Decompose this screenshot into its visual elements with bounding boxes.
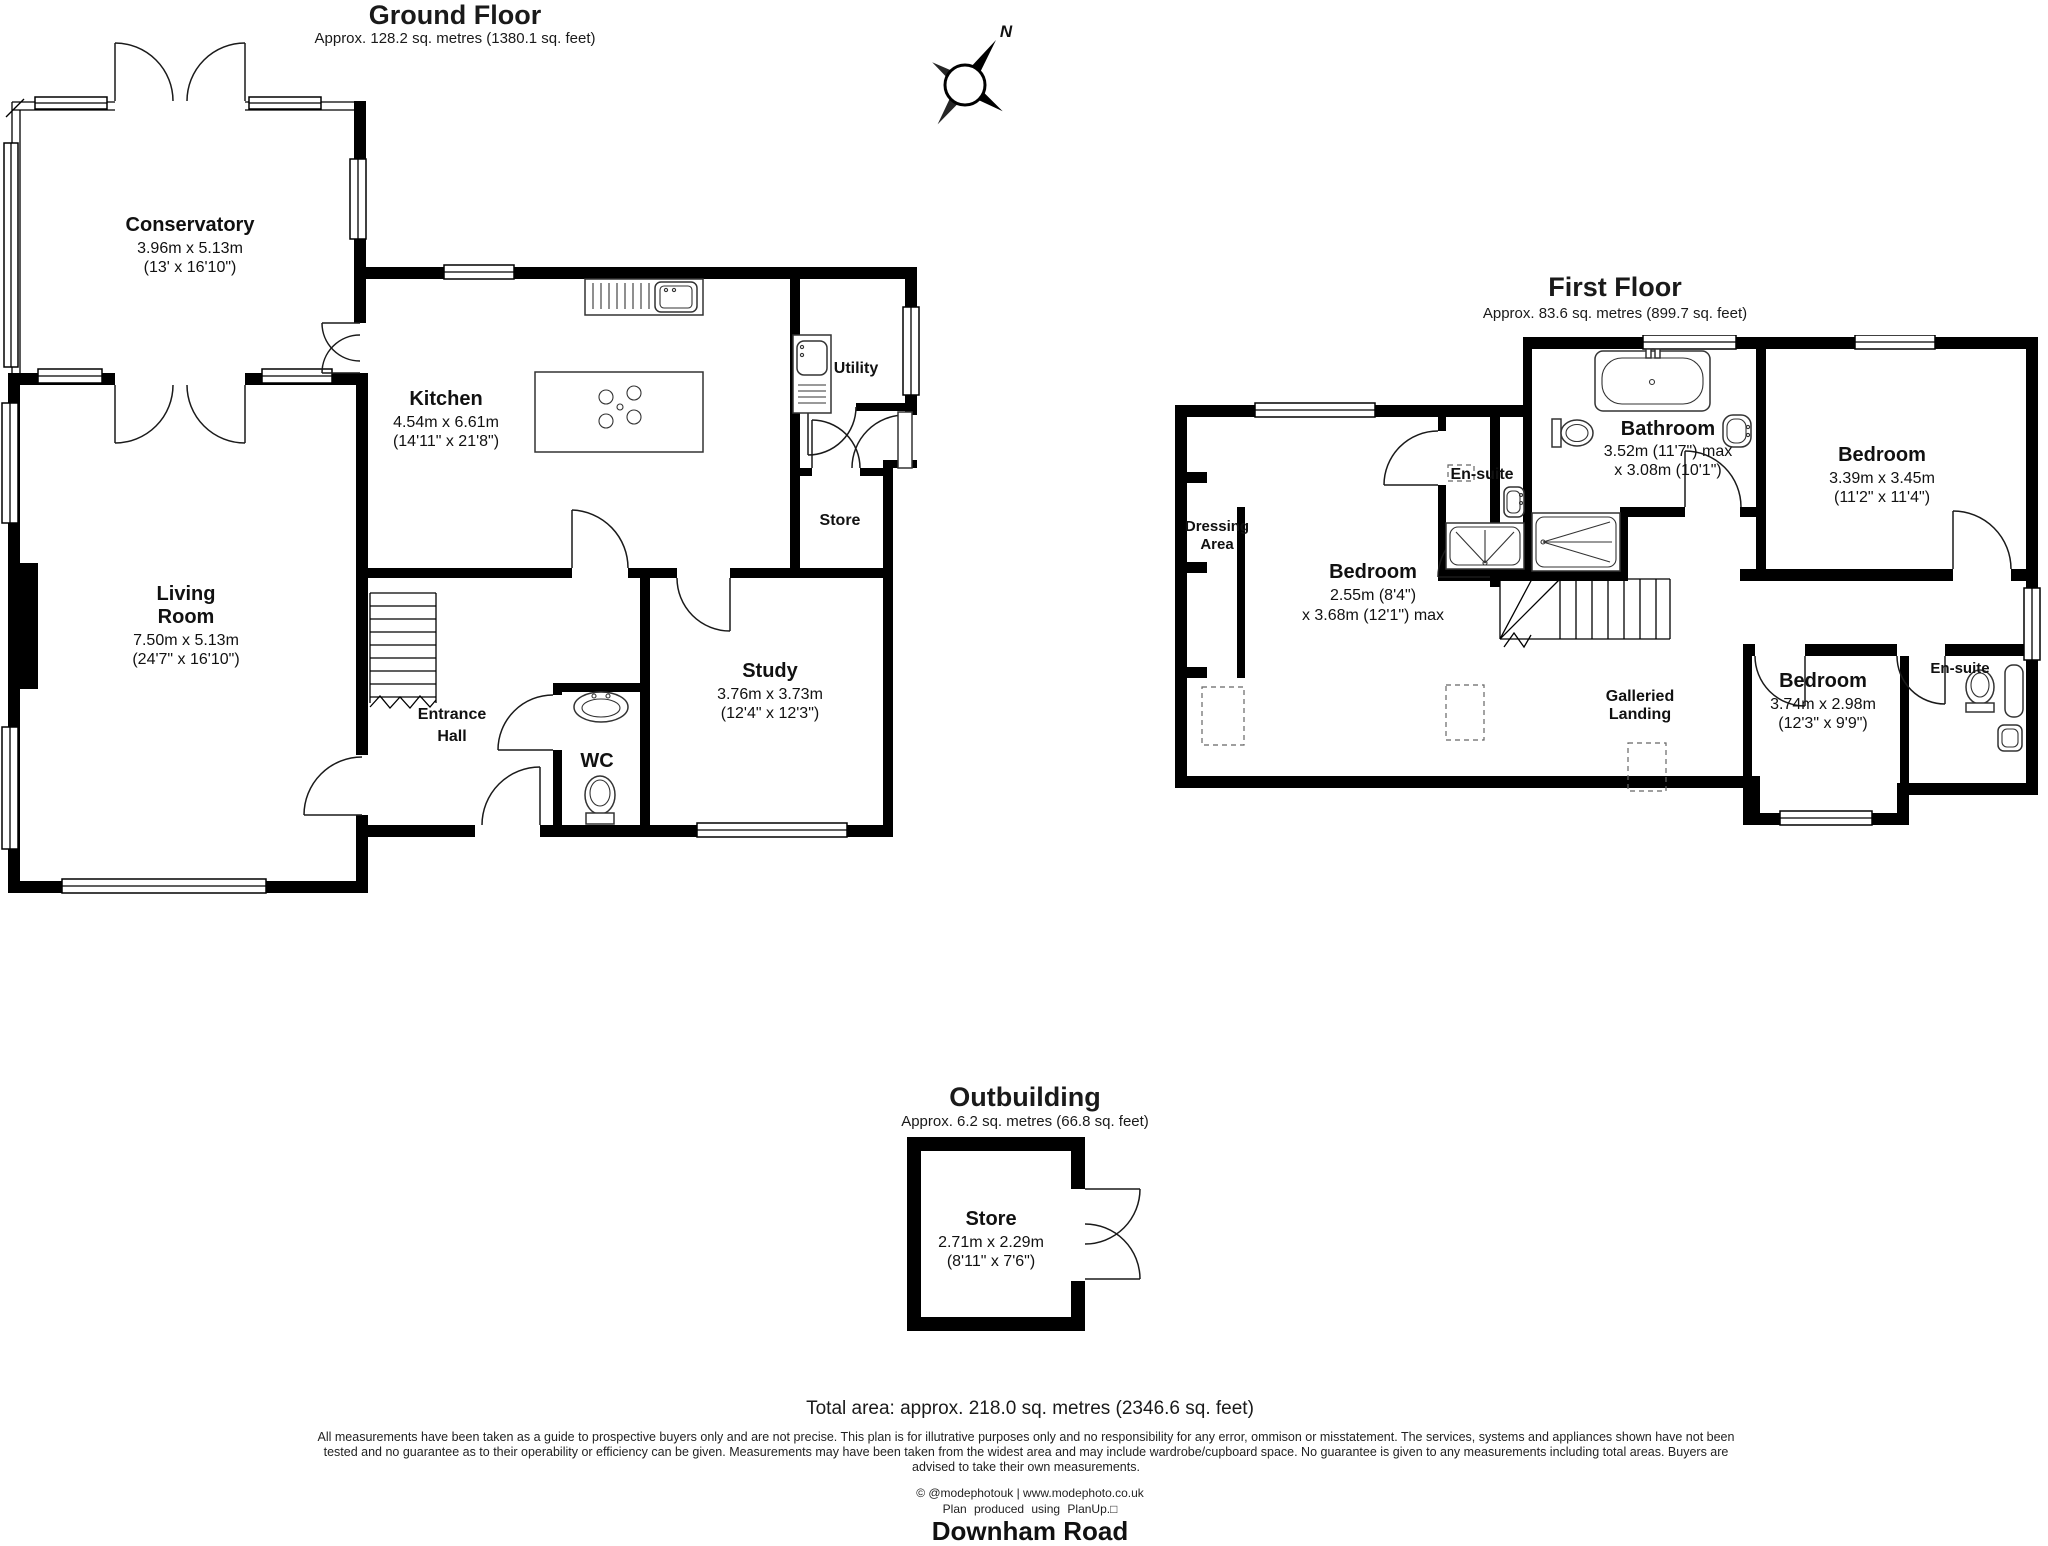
disclaimer-line1: All measurements have been taken as a guide to prospective buyers only and are not precise. This plan is for illutrative purposes only and no responsibility for any error, ommison or misstatement. The services, systems and appliances shown have not been xyxy=(317,1430,1735,1444)
room-label-entrance-hall-line1: Entrance xyxy=(417,706,487,723)
staircase xyxy=(1500,579,1670,647)
room-dim-kitchen-imperial: (14'11" x 21'8") xyxy=(392,433,500,450)
room-dim-conservatory-metric: 3.96m x 5.13m xyxy=(137,240,243,257)
kitchen-counter xyxy=(585,279,703,315)
first-floor-subtitle: Approx. 83.6 sq. metres (899.7 sq. feet) xyxy=(1482,305,1748,322)
outbuilding-subtitle: Approx. 6.2 sq. metres (66.8 sq. feet) xyxy=(901,1113,1149,1130)
kitchen-island xyxy=(535,372,703,452)
window-icon xyxy=(2,403,18,523)
total-area-text: Total area: approx. 218.0 sq. metres (2346.6 sq. feet) xyxy=(806,1398,1254,1419)
room-dim-bedroom-left-line2: x 3.68m (12'1") max xyxy=(1301,607,1445,624)
room-label-landing-line2: Landing xyxy=(1608,706,1672,723)
room-dim-kitchen-metric: 4.54m x 6.61m xyxy=(393,414,499,431)
room-label-bedroom-top-right: Bedroom xyxy=(1838,444,1926,466)
toilet-icon xyxy=(1552,419,1593,447)
compass-rose-icon xyxy=(905,15,1045,150)
window-icon xyxy=(4,143,18,367)
wc-sink-icon xyxy=(574,692,628,722)
ground-floor-plan xyxy=(0,41,920,905)
outbuilding-title: Outbuilding xyxy=(949,1082,1101,1112)
disclaimer-line3: advised to take their own measurements. xyxy=(912,1460,1140,1474)
window-icon xyxy=(697,823,847,837)
first-floor-plan xyxy=(1160,335,2048,865)
staircase xyxy=(370,593,436,708)
door-swing-icon xyxy=(677,578,730,631)
french-door-icon xyxy=(115,43,245,101)
double-door-icon xyxy=(1085,1189,1140,1279)
shower-icon xyxy=(1532,513,1620,571)
bathtub-icon xyxy=(1595,349,1710,411)
room-label-store-outbuilding: Store xyxy=(965,1208,1017,1230)
room-dim-store-imperial: (8'11" x 7'6") xyxy=(946,1253,1036,1270)
room-label-conservatory: Conservatory xyxy=(125,214,255,236)
window-icon xyxy=(249,97,321,109)
room-label-dressing-line1: Dressing xyxy=(1184,518,1250,535)
window-icon xyxy=(2,727,18,849)
room-label-store-gf: Store xyxy=(819,512,861,529)
toilet-icon xyxy=(585,776,615,824)
compass-star xyxy=(932,40,1003,124)
sink-icon xyxy=(1998,725,2022,751)
room-dim-study-metric: 3.76m x 3.73m xyxy=(717,686,823,703)
door-swing-icon xyxy=(572,510,628,568)
room-dim-bedroom-bottom-right-imperial: (12'3" x 9'9") xyxy=(1778,715,1868,732)
door-swing-icon xyxy=(1384,431,1438,485)
room-label-entrance-hall-line2: Hall xyxy=(437,728,467,745)
first-floor-title: First Floor xyxy=(1548,272,1682,302)
room-label-landing-line1: Galleried xyxy=(1605,688,1675,705)
window-icon xyxy=(1255,403,1375,417)
ensuite2-fixtures xyxy=(1966,665,2023,751)
disclaimer-line2: tested and no guarantee as to their operability or efficiency can be given. Measurements may have been taken from the widest area and may include wardrobe/cupboard space. No guarantee is given to any measurements including total areas. Buyers are xyxy=(323,1445,1729,1459)
window-icon xyxy=(350,159,366,239)
address-title: Downham Road xyxy=(931,1516,1129,1546)
room-label-ensuite-middle: En-suite xyxy=(1450,466,1514,483)
window-icon xyxy=(1855,335,1935,349)
ensuite-shower-icon xyxy=(1446,523,1524,569)
room-label-living-room-line1: Living xyxy=(156,583,216,605)
french-door-icon xyxy=(115,385,245,443)
window-icon xyxy=(1643,335,1736,349)
window-icon xyxy=(444,265,514,279)
room-label-study: Study xyxy=(742,660,798,682)
room-dim-living-room-metric: 7.50m x 5.13m xyxy=(133,632,239,649)
room-label-bathroom: Bathroom xyxy=(1620,418,1716,440)
window-icon xyxy=(2024,588,2040,660)
back-door-icon xyxy=(852,412,912,468)
room-label-kitchen: Kitchen xyxy=(409,388,483,410)
ground-floor-title: Ground Floor xyxy=(368,0,542,30)
window-icon xyxy=(35,97,107,109)
double-door-icon xyxy=(322,323,360,373)
window-icon xyxy=(1780,811,1872,825)
ensuite-sink-icon xyxy=(1504,487,1524,517)
room-dim-study-imperial: (12'4" x 12'3") xyxy=(720,705,820,722)
room-label-bedroom-left: Bedroom xyxy=(1329,561,1417,583)
window-icon xyxy=(38,369,102,383)
door-swing-icon xyxy=(808,407,856,455)
room-dim-bathroom-line1: 3.52m (11'7") max xyxy=(1603,443,1733,460)
room-label-wc: WC xyxy=(580,750,614,772)
room-dim-bathroom-line2: x 3.08m (10'1") xyxy=(1614,462,1722,479)
room-label-ensuite-bottom-right: En-suite xyxy=(1930,660,1990,677)
room-dim-store-metric: 2.71m x 2.29m xyxy=(938,1234,1044,1251)
sink-icon xyxy=(655,282,697,312)
front-door-icon xyxy=(482,767,540,825)
room-label-dressing-line2: Area xyxy=(1200,536,1234,553)
door-swing-icon xyxy=(304,757,362,815)
room-dim-bedroom-top-right-metric: 3.39m x 3.45m xyxy=(1829,470,1935,487)
compass-north-label: N xyxy=(999,22,1013,41)
utility-sink-icon xyxy=(793,335,831,413)
ground-floor-subtitle: Approx. 128.2 sq. metres (1380.1 sq. feet) xyxy=(314,30,596,47)
room-label-utility: Utility xyxy=(833,360,879,377)
window-icon xyxy=(903,307,919,395)
door-swing-icon xyxy=(498,695,553,750)
room-label-bedroom-bottom-right: Bedroom xyxy=(1779,670,1867,692)
room-dim-bedroom-top-right-imperial: (11'2" x 11'4") xyxy=(1833,489,1931,506)
room-dim-living-room-imperial: (24'7" x 16'10") xyxy=(132,651,240,668)
credit-text: © @modephotouk | www.modephoto.co.uk xyxy=(916,1486,1144,1500)
conservatory-glass-walls xyxy=(6,99,354,373)
room-dim-bedroom-left-line1: 2.55m (8'4") xyxy=(1329,587,1417,604)
room-dim-bedroom-bottom-right-metric: 3.74m x 2.98m xyxy=(1770,696,1876,713)
outbuilding-plan xyxy=(895,1125,1155,1355)
window-icon xyxy=(62,879,266,893)
produced-text: Plan produced using PlanUp.□ xyxy=(942,1502,1118,1516)
shower-icon xyxy=(2005,665,2023,717)
door-swing-icon xyxy=(1953,511,2011,569)
room-label-living-room-line2: Room xyxy=(157,606,215,628)
room-dim-conservatory-imperial: (13' x 16'10") xyxy=(143,259,237,276)
